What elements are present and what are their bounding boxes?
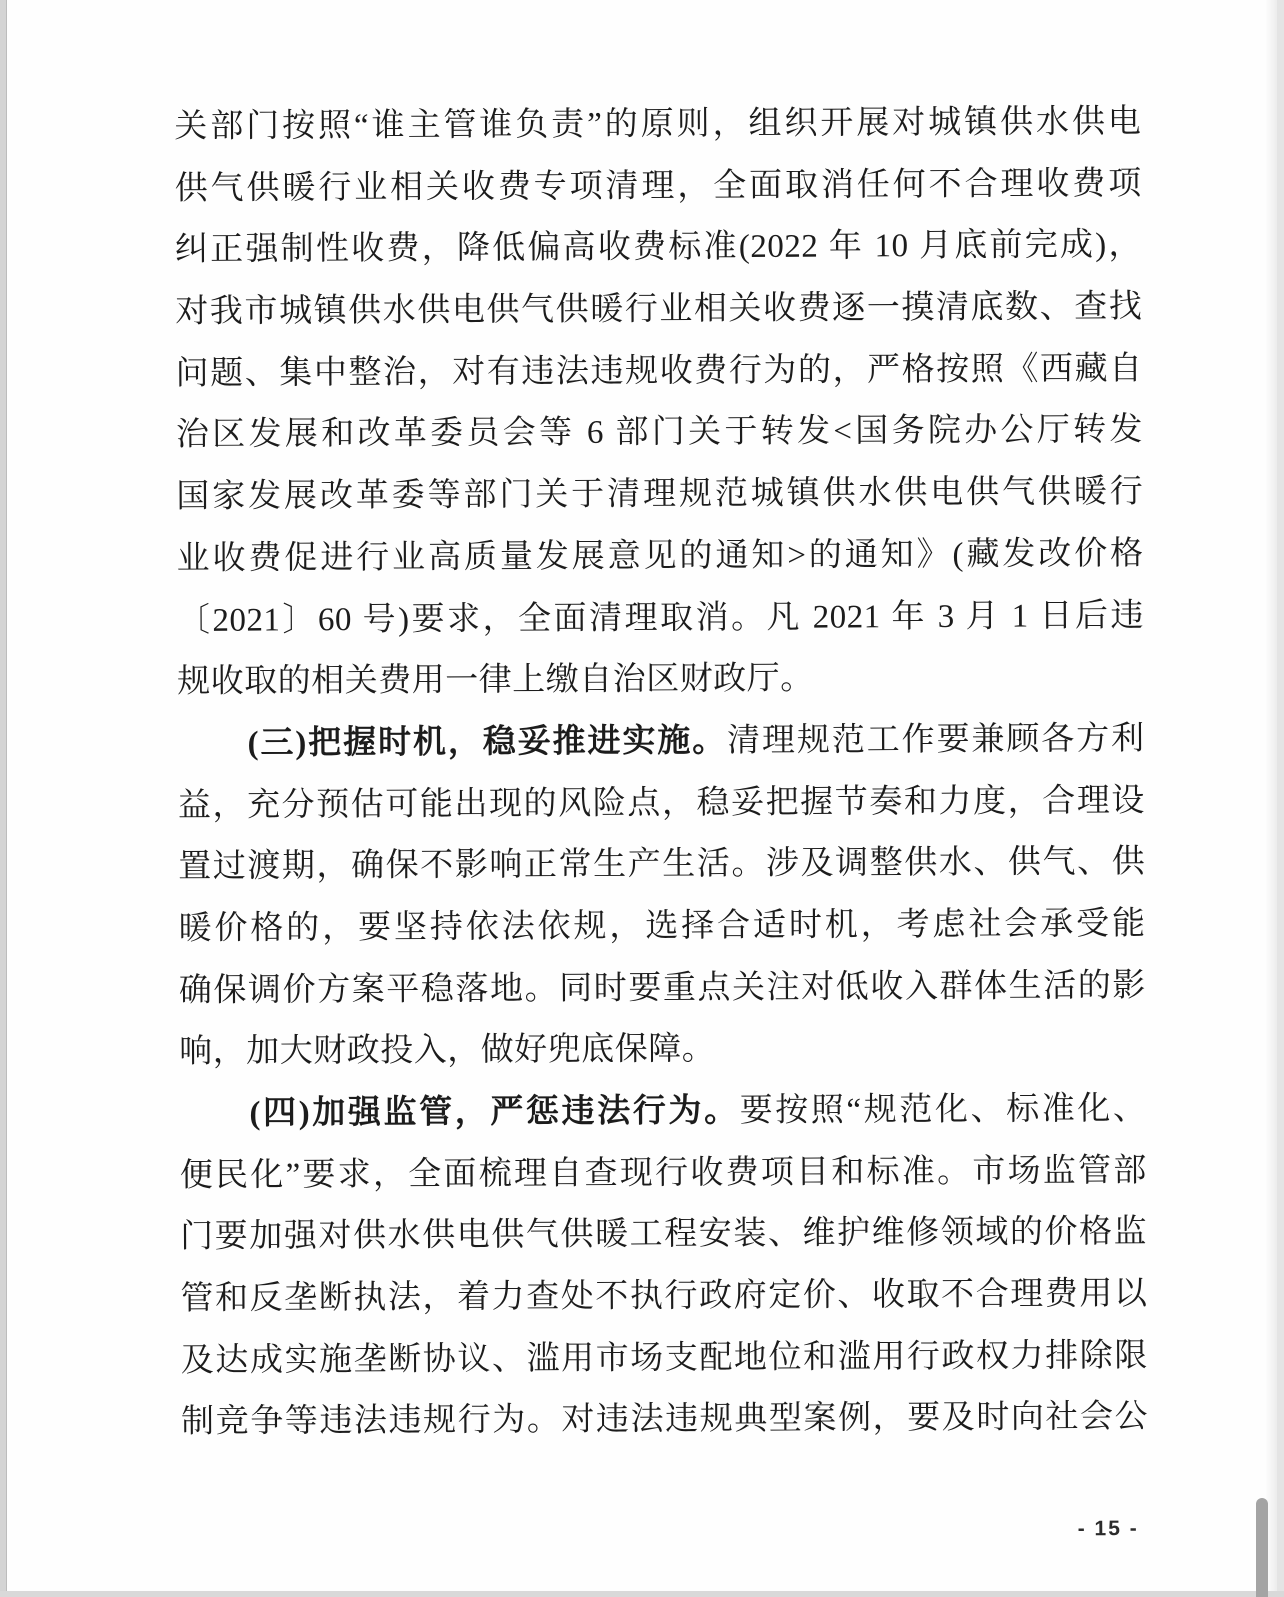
text-line: (四)加强监管，严惩违法行为。要按照“规范化、标准化、 (249, 1090, 1147, 1132)
text-line: 〔2021〕60 号)要求，全面清理取消。凡 2021 年 3 月 1 日后违 (176, 597, 1144, 639)
text-line: 制竞争等违法违规行为。对违法违规典型案例，要及时向社会公 (181, 1399, 1149, 1441)
text-line: 治区发展和改革委员会等 6 部门关于转发<国务院办公厅转发 (175, 412, 1144, 454)
text-line: 确保调价方案平稳落地。同时要重点关注对低收入群体生活的影 (178, 967, 1146, 1009)
text-line: 门要加强对供水供电供气供暖工程安装、维护维修领域的价格监 (180, 1214, 1148, 1256)
text-line: 响，加大财政投入，做好兜底保障。 (179, 1031, 716, 1071)
text-line: 关部门按照“谁主管谁负责”的原则，组织开展对城镇供水供电 (174, 103, 1142, 146)
text-line: 便民化”要求，全面梳理自查现行收费项目和标准。市场监管部 (179, 1152, 1147, 1194)
text-line: 置过渡期，确保不影响正常生产生活。涉及调整供水、供气、供 (178, 844, 1146, 886)
page-number: - 15 - (1077, 1516, 1139, 1541)
text-line: 益，充分预估可能出现的风险点，稳妥把握节奏和力度，合理设 (177, 782, 1145, 824)
text-line: 及达成实施垄断协议、滥用市场支配地位和滥用行政权力排除限 (180, 1337, 1148, 1379)
text-line: (三)把握时机，稳妥推进实施。清理规范工作要兼顾各方利 (247, 720, 1145, 762)
scrollbar-thumb[interactable] (1256, 1498, 1268, 1597)
scanned-page-content (174, 92, 1149, 1557)
text-line: 纠正强制性收费，降低偏高收费标准(2022 年 10 月底前完成)， (174, 227, 1143, 269)
scan-edge-bottom (0, 1591, 1284, 1597)
scrollbar-track (1277, 0, 1284, 1597)
text-line: 供气供暖行业相关收费专项清理，全面取消任何不合理收费项目， (174, 165, 1142, 207)
document-lines (174, 92, 1148, 1454)
text-line: 业收费促进行业高质量发展意见的通知>的通知》(藏发改价格 (176, 535, 1144, 577)
scan-edge-left (0, 0, 7, 1597)
text-line: 国家发展改革委等部门关于清理规范城镇供水供电供气供暖行 (176, 474, 1144, 516)
text-line: 对我市城镇供水供电供气供暖行业相关收费逐一摸清底数、查找 (175, 289, 1143, 331)
text-line: 管和反垄断执法，着力查处不执行政府定价、收取不合理费用以 (180, 1275, 1148, 1318)
text-line: 规收取的相关费用一律上缴自治区财政厅。 (177, 660, 814, 701)
page-edge-shadow (1265, 0, 1277, 1597)
text-line: 暖价格的，要坚持依法依规，选择合适时机，考虑社会承受能力， (178, 905, 1146, 947)
text-line: 问题、集中整治，对有违法违规收费行为的，严格按照《西藏自 (175, 350, 1143, 392)
